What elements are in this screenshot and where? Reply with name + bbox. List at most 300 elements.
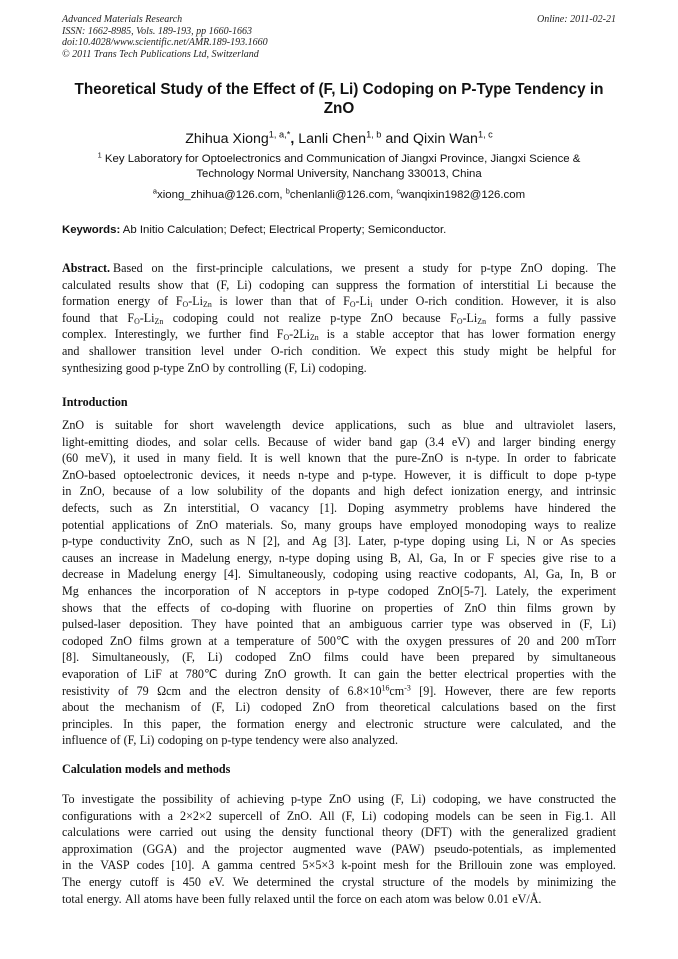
word: of	[118, 683, 129, 698]
word: groups	[338, 517, 372, 532]
word: Interestingly,	[114, 327, 179, 342]
word: a	[167, 808, 173, 823]
word: such	[109, 500, 133, 515]
word: formation	[407, 277, 456, 292]
word: wave	[355, 841, 382, 856]
author-separator: ,	[290, 131, 299, 147]
word: Lately,	[495, 583, 530, 598]
word: 0.01	[487, 891, 509, 906]
word: B,	[389, 550, 401, 565]
keywords-label: Keywords:	[62, 224, 121, 236]
issn-line: ISSN: 1662-8985, Vols. 189-193, pp 1660-1663	[62, 25, 252, 37]
word: gamma	[217, 858, 253, 873]
word: the	[601, 874, 616, 889]
word: fluorine	[312, 600, 351, 615]
text-line	[62, 566, 616, 583]
word: Simultaneously,	[91, 650, 170, 665]
word: In	[123, 716, 134, 731]
word: and	[495, 418, 513, 432]
word: transition	[145, 343, 192, 358]
word: the	[601, 716, 616, 731]
word: doping	[431, 534, 466, 549]
word: (60	[62, 451, 79, 466]
word: energy	[88, 874, 122, 889]
word: be	[501, 808, 513, 823]
word: with	[356, 633, 378, 648]
word: films	[526, 600, 552, 615]
word: (F,	[391, 792, 404, 806]
word: light-emitting	[62, 434, 129, 449]
word: All	[124, 891, 141, 906]
word: hindered	[548, 500, 591, 515]
word: been	[201, 891, 225, 906]
word: 500℃	[317, 633, 350, 648]
word: species	[580, 534, 616, 549]
text-line	[62, 517, 616, 534]
word: give	[542, 550, 564, 565]
word: as	[229, 534, 240, 549]
word: and	[573, 716, 591, 731]
word: solubility	[217, 484, 264, 499]
word: energy	[183, 567, 217, 582]
text-line	[62, 891, 616, 908]
word: electronic	[365, 716, 414, 731]
word: this	[143, 716, 162, 731]
word: a	[223, 633, 230, 648]
word: A	[201, 858, 211, 873]
word: codoping	[172, 310, 218, 325]
word: of	[126, 666, 137, 681]
word: realize	[288, 310, 321, 325]
word: acceptors	[275, 583, 321, 598]
word: ZnO	[195, 517, 219, 532]
word: species	[500, 550, 536, 565]
word: Li)	[361, 808, 377, 823]
word: oxygen	[406, 633, 442, 648]
word: on	[151, 261, 164, 275]
word: incorporation	[164, 583, 230, 598]
word: Brillouin	[458, 858, 503, 873]
word: expect	[395, 343, 428, 358]
word: p-type	[585, 467, 616, 482]
journal-header	[62, 14, 616, 60]
word: functional	[324, 825, 374, 840]
word: resistivity	[62, 683, 110, 698]
word: for	[457, 261, 472, 275]
word: codoping.	[318, 360, 367, 375]
word: Ag	[311, 534, 327, 549]
word: theory	[382, 825, 413, 840]
word: cells.	[234, 434, 261, 449]
word: not	[263, 310, 280, 325]
word: or	[542, 534, 553, 549]
word: first-principle	[196, 261, 263, 275]
word: out	[201, 825, 217, 840]
word: [8].	[62, 650, 80, 665]
word: of	[190, 700, 201, 715]
word: density	[285, 683, 321, 698]
word: properties	[384, 600, 433, 615]
word: it	[247, 467, 255, 482]
word: possibility	[162, 792, 214, 806]
word: of	[178, 517, 189, 532]
word: As	[560, 534, 574, 549]
word: generalized	[512, 825, 569, 840]
word: is	[580, 294, 589, 309]
word: Ωcm	[157, 683, 181, 698]
text-line	[62, 434, 616, 451]
word: used	[137, 451, 160, 466]
word: a	[342, 327, 349, 342]
word: the	[601, 792, 616, 806]
word: enhances	[87, 583, 133, 598]
word: has	[467, 327, 484, 342]
word: doping.	[551, 261, 589, 275]
text-line	[62, 277, 616, 294]
word: was	[432, 891, 452, 906]
word: by	[212, 360, 225, 375]
email-marker: a	[152, 186, 158, 196]
word: LiF	[144, 666, 162, 681]
text-line	[62, 343, 616, 360]
word: were	[302, 733, 326, 748]
word: helpful	[558, 343, 593, 358]
word: the	[601, 277, 616, 292]
word: conductivity	[100, 534, 161, 549]
word: (F,	[284, 360, 298, 375]
word: thin	[497, 600, 516, 615]
affiliation	[62, 152, 616, 181]
word: be	[537, 343, 549, 358]
word: simultaneous	[552, 650, 616, 665]
word: can	[311, 277, 329, 292]
word: under	[380, 294, 408, 309]
word: an	[328, 617, 341, 632]
text-line	[62, 791, 616, 808]
word: blue	[463, 418, 484, 432]
word: the	[601, 500, 616, 515]
word: [9].	[419, 683, 437, 698]
word: the	[373, 451, 389, 466]
author-separator: and	[381, 131, 414, 147]
word: binding	[538, 434, 576, 449]
word: codoping	[383, 808, 429, 823]
word: might	[499, 343, 528, 358]
word: of	[443, 600, 454, 615]
word: p-type	[153, 360, 185, 375]
word: $F_O-Li_{Zn}$	[450, 310, 487, 326]
word: on	[361, 600, 374, 615]
word: mechanism	[125, 700, 181, 715]
word: is	[166, 874, 175, 889]
email-address: xiong_zhihua@126.com,	[157, 189, 286, 201]
word: p-type	[290, 792, 322, 806]
word: p-type	[480, 261, 512, 275]
word: N	[257, 583, 267, 598]
text-line	[62, 260, 616, 277]
word: well	[279, 451, 301, 466]
word: it	[566, 294, 573, 309]
word: paper,	[171, 716, 201, 731]
word: dope	[553, 467, 578, 482]
word: All	[319, 808, 335, 823]
word: doping	[316, 550, 351, 565]
word: of	[325, 294, 336, 309]
word: diodes,	[136, 434, 171, 449]
word: n-type	[298, 467, 330, 482]
word: realize	[583, 517, 616, 532]
word: a	[533, 310, 539, 325]
word: p-type	[393, 534, 425, 549]
word: for	[415, 858, 430, 873]
word: many	[183, 451, 211, 466]
word: pulsed-laser	[62, 617, 121, 632]
word: also	[329, 733, 349, 748]
word: growth.	[294, 666, 332, 681]
word: codoping	[157, 733, 203, 748]
word: suppress	[336, 277, 378, 292]
word: increase	[118, 550, 159, 565]
text-line	[62, 417, 616, 434]
word: crystal	[342, 874, 375, 889]
word: the	[214, 841, 230, 856]
word: relaxed	[254, 891, 290, 906]
word: influence	[62, 733, 107, 748]
word: and	[536, 633, 555, 648]
word: with	[280, 600, 302, 615]
email-marker: b	[285, 186, 290, 196]
paper-title: Theoretical Study of the Effect of (F, Li) Codoping on P-Type Tendency in ZnO	[74, 81, 604, 117]
word: Li	[537, 277, 548, 292]
word: fully	[548, 310, 571, 325]
word: device	[292, 418, 324, 432]
word: 450	[182, 874, 201, 889]
word: configurations	[62, 808, 132, 823]
word: than	[270, 294, 292, 309]
text-line	[62, 857, 616, 874]
word: carried	[159, 825, 194, 840]
word: of	[199, 600, 211, 615]
word: They	[191, 617, 217, 632]
text-line	[62, 649, 616, 666]
word: supercell	[218, 808, 263, 823]
word: ZnO	[370, 310, 393, 325]
word: have	[379, 517, 403, 532]
word: can	[477, 808, 495, 823]
word: are	[532, 683, 548, 698]
word: fully	[228, 891, 251, 906]
email-list	[62, 186, 616, 201]
word: electron	[238, 683, 278, 698]
word: first	[596, 700, 616, 715]
word: present	[364, 261, 400, 275]
word: is	[326, 327, 335, 342]
word: implemented	[552, 841, 616, 856]
word: is	[473, 467, 482, 482]
word: problems	[458, 500, 504, 515]
word: employed.	[565, 858, 616, 873]
word: codoping,	[432, 792, 481, 806]
word: rise	[570, 550, 588, 565]
word: acceptor	[392, 327, 434, 342]
word: energy.	[86, 891, 122, 906]
word: carrier	[411, 617, 443, 632]
word: we	[186, 327, 201, 342]
abstract-label: Abstract.	[62, 261, 111, 275]
word: However,	[511, 294, 559, 309]
word: and	[550, 484, 569, 499]
word: ways	[534, 517, 559, 532]
word: the	[451, 874, 466, 889]
word: $F_O-2Li_{Zn}$	[276, 327, 319, 343]
word: in	[62, 484, 72, 499]
word: formation	[236, 716, 285, 731]
word: energy	[583, 327, 616, 342]
word: it	[458, 467, 466, 482]
word: an	[100, 550, 112, 565]
word: have	[514, 500, 538, 515]
word: by	[603, 600, 616, 615]
word: by	[517, 874, 530, 889]
word: type	[451, 617, 473, 632]
word: under	[233, 343, 262, 358]
word: codoped	[260, 700, 302, 715]
word: fabricate	[573, 451, 616, 466]
word: ZnO,	[79, 484, 105, 499]
word: ZnO	[109, 633, 133, 648]
word: were	[127, 825, 152, 840]
word: and	[178, 434, 196, 449]
word: low	[191, 484, 210, 499]
word: the	[489, 825, 505, 840]
word: applications,	[335, 418, 397, 432]
word: is	[264, 451, 273, 466]
word: band	[368, 434, 393, 449]
word: have	[401, 650, 424, 665]
word: in	[62, 858, 72, 873]
word: devices,	[200, 467, 241, 482]
email-address: chenlanli@126.com,	[289, 189, 397, 201]
word: because	[402, 310, 441, 325]
introduction-section	[62, 417, 616, 749]
text-line	[62, 633, 616, 650]
word: using	[356, 550, 384, 565]
affiliation-marker: 1	[97, 150, 102, 160]
word: using	[385, 567, 412, 582]
word: pointed	[256, 617, 294, 632]
word: asymmetry	[394, 500, 449, 515]
word: formation	[62, 294, 110, 309]
word: the	[140, 792, 156, 806]
word: Li)	[236, 277, 252, 292]
word: 2×2×2	[180, 808, 212, 823]
word: of	[432, 874, 443, 889]
text-line	[62, 360, 616, 377]
word: calculations,	[271, 261, 333, 275]
word: seen	[520, 808, 542, 823]
word: N	[246, 534, 256, 549]
text-line	[62, 293, 616, 310]
word: complex.	[62, 327, 107, 342]
word: of	[157, 294, 169, 309]
word: (3.4	[425, 434, 445, 449]
word: determined	[256, 874, 312, 889]
word: employed	[409, 517, 458, 532]
text-line	[62, 310, 616, 327]
word: cutoff	[129, 874, 159, 889]
word: centred	[259, 858, 296, 873]
word: meV),	[85, 451, 116, 466]
word: k-point	[341, 858, 377, 873]
email-address: wanqixin1982@126.com	[400, 189, 526, 201]
word: from	[345, 700, 369, 715]
word: the	[570, 700, 586, 715]
word: of	[462, 277, 473, 292]
word: It	[338, 666, 347, 681]
word: Doping	[347, 500, 384, 515]
word: tendency	[255, 733, 300, 748]
word: that	[190, 277, 209, 292]
author-name: Qixin Wan	[413, 131, 478, 147]
word: that	[441, 327, 460, 342]
word: using	[357, 792, 385, 806]
word: analyzed.	[351, 733, 398, 748]
word: difficult	[489, 467, 529, 482]
word: investigate	[81, 792, 134, 806]
word: of	[159, 484, 170, 499]
word: can	[353, 666, 371, 681]
word: wider	[333, 434, 362, 449]
word: of	[329, 683, 340, 698]
word: the	[406, 666, 422, 681]
word: the	[385, 277, 401, 292]
word: structure	[423, 716, 467, 731]
word: in	[329, 583, 340, 598]
word: passive	[580, 310, 616, 325]
word: (F,	[216, 277, 230, 292]
word: solar	[203, 434, 228, 449]
word: until	[293, 891, 316, 906]
word: In,	[570, 567, 584, 582]
word: using	[224, 825, 251, 840]
word: However,	[444, 683, 492, 698]
word: with	[138, 808, 161, 823]
word: defect	[413, 484, 443, 499]
word: ZnO	[187, 360, 210, 375]
word: Mg	[62, 583, 79, 598]
word: or	[470, 550, 481, 565]
word: [2],	[262, 534, 280, 549]
word: ZnO	[264, 666, 287, 681]
word: n-type	[278, 550, 310, 565]
word: Li)	[139, 733, 155, 748]
word: at	[208, 633, 218, 648]
word: of	[271, 484, 282, 499]
text-line	[62, 808, 616, 825]
word: Ga,	[545, 567, 563, 582]
author-list	[62, 131, 616, 147]
word: with	[460, 825, 482, 840]
word: this	[436, 343, 455, 358]
word: order	[524, 451, 550, 466]
word: in	[166, 451, 177, 466]
word: B	[590, 567, 599, 582]
word: gain	[378, 666, 400, 681]
word: ionization	[451, 484, 500, 499]
word: could	[361, 650, 389, 665]
word: Because	[267, 434, 309, 449]
word: of	[219, 792, 231, 806]
